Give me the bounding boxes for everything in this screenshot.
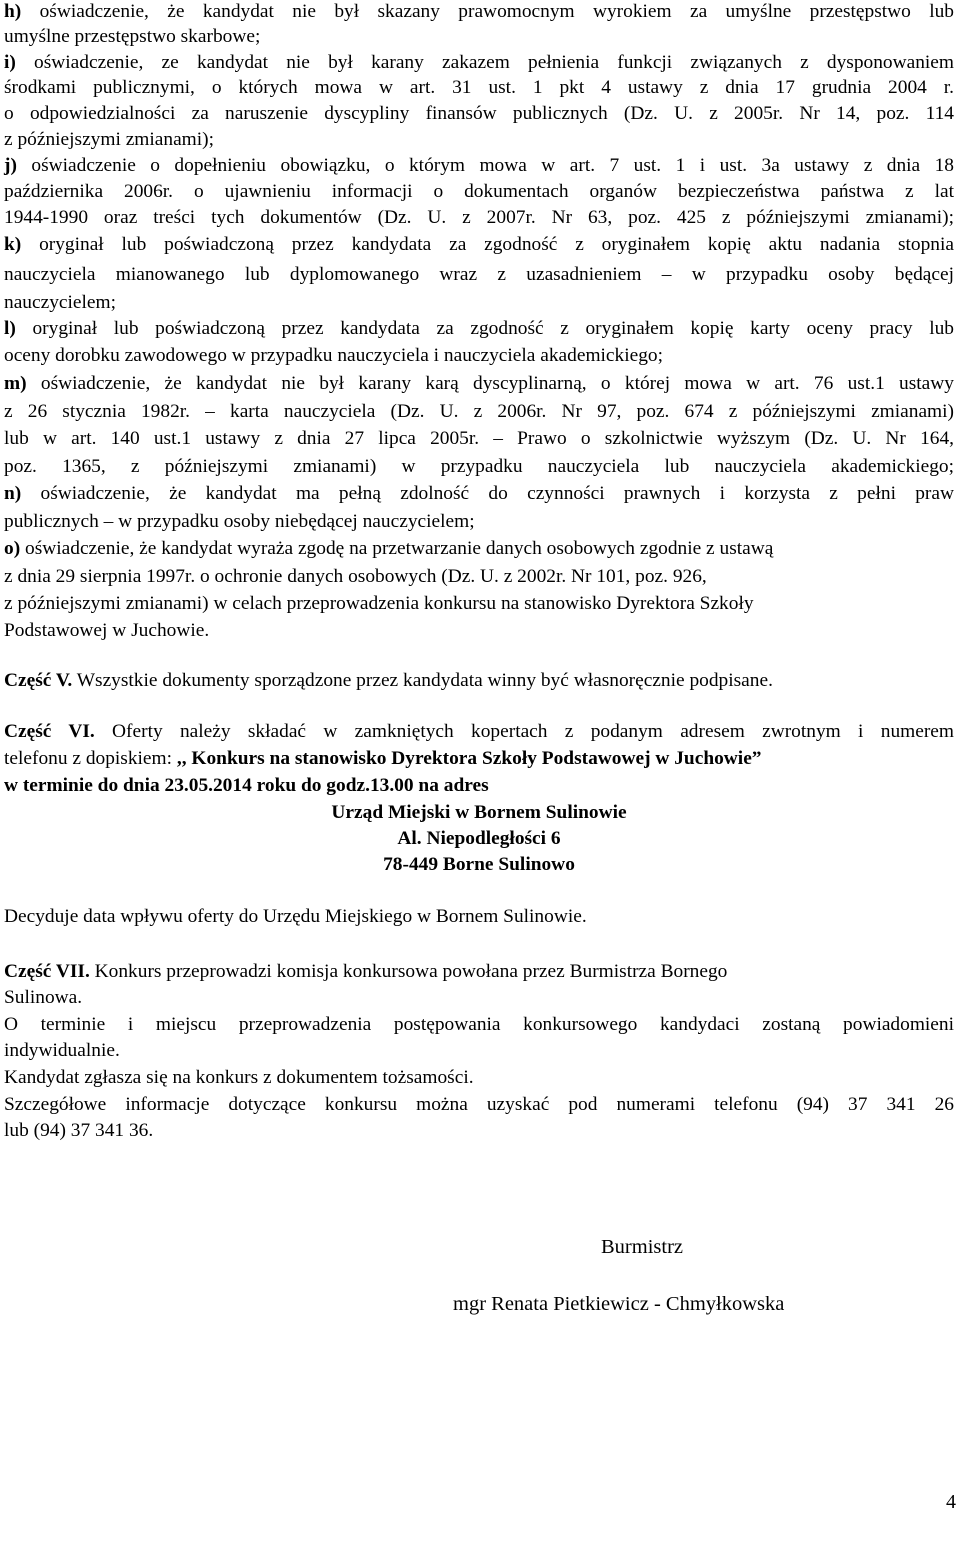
item-i-line-3: o odpowiedzialności za naruszenie dyscypliny finansów publicznych (Dz. U. z 2005r. Nr 14, poz. 114 bbox=[4, 103, 954, 124]
part-6-contest-title: ,, Konkurs na stanowisko Dyrektora Szkoły Podstawowej w Juchowie” bbox=[176, 748, 762, 769]
item-k-label: k) bbox=[4, 234, 22, 255]
item-l-line-2: oceny dorobku zawodowego w przypadku nauczyciela i nauczyciela akademickiego; bbox=[4, 345, 663, 366]
signature-title: Burmistrz bbox=[601, 1236, 683, 1258]
item-l-label: l) bbox=[4, 318, 16, 339]
part-6-text-2: telefonu z dopiskiem: bbox=[4, 748, 177, 769]
item-o-text-1: oświadczenie, że kandydat wyraża zgodę na przetwarzanie danych osobowych zgodnie z ustawą bbox=[20, 538, 774, 559]
item-o-line-3: z późniejszymi zmianami) w celach przeprowadzenia konkursu na stanowisko Dyrektora Szkoły bbox=[4, 593, 754, 614]
item-j-line-1 bbox=[4, 154, 954, 178]
part-7-line-2: Sulinowa. bbox=[4, 987, 83, 1008]
item-j-line-2: października 2006r. o ujawnieniu informacji o dokumentach organów bezpieczeństwa państwa z lat bbox=[4, 181, 954, 202]
item-j-text-1: oświadczenie o dopełnieniu obowiązku, o którym mowa w art. 7 ust. 1 i ust. 3a ustawy z dnia 18 bbox=[16, 155, 954, 176]
part-7-text-1: Konkurs przeprowadzi komisja konkursowa powołana przez Burmistrza Bornego bbox=[89, 961, 728, 982]
item-m-line-4: poz. 1365, z późniejszymi zmianami) w przypadku nauczyciela lub nauczyciela akademickiego; bbox=[4, 456, 954, 477]
item-m-text-1: oświadczenie, że kandydat nie był karany karą dyscyplinarną, o której mowa w art. 76 ust.1 ustawy bbox=[26, 373, 954, 394]
part-7-line-3: O terminie i miejscu przeprowadzenia postępowania konkursowego kandydaci zostaną powiadomieni bbox=[4, 1014, 954, 1035]
item-i-line-4: z późniejszymi zmianami); bbox=[4, 129, 214, 150]
item-m-line-3: lub w art. 140 ust.1 ustawy z dnia 27 lipca 2005r. – Prawo o szkolnictwie wyższym (Dz. U. Nr 164, bbox=[4, 428, 954, 449]
item-k-line-2: nauczyciela mianowanego lub dyplomowanego wraz z uzasadnieniem – w przypadku osoby będącej bbox=[4, 264, 954, 285]
part-6-note: Decyduje data wpływu oferty do Urzędu Miejskiego w Bornem Sulinowie. bbox=[4, 906, 587, 927]
item-i-text-1: oświadczenie, ze kandydat nie był karany zakazem pełnienia funkcji związanych z dysponowaniem bbox=[15, 52, 954, 73]
item-j-label: j) bbox=[4, 155, 17, 176]
item-i-line-2: środkami publicznymi, o których mowa w art. 31 ust. 1 pkt 4 ustawy z dnia 17 grudnia 2004 r. bbox=[4, 77, 954, 98]
item-o-label: o) bbox=[4, 538, 21, 559]
part-7-heading: Część VII. bbox=[4, 961, 90, 982]
part-6-line-2 bbox=[4, 747, 762, 771]
address-office: Urząd Miejski w Bornem Sulinowie bbox=[331, 802, 627, 823]
item-h-text-1: oświadczenie, że kandydat nie był skazany prawomocnym wyrokiem za umyślne przestępstwo lub bbox=[21, 1, 954, 22]
item-o-line-2: z dnia 29 sierpnia 1997r. o ochronie danych osobowych (Dz. U. z 2002r. Nr 101, poz. 926, bbox=[4, 566, 707, 587]
item-n-line-1 bbox=[4, 482, 954, 506]
item-m-line-1 bbox=[4, 372, 954, 396]
part-5-paragraph bbox=[4, 669, 773, 693]
item-i-label: i) bbox=[4, 52, 16, 73]
item-m-line-2: z 26 stycznia 1982r. – karta nauczyciela (Dz. U. z 2006r. Nr 97, poz. 674 z późniejszymi zmianami) bbox=[4, 401, 954, 422]
item-k-line-1 bbox=[4, 233, 954, 257]
part-7-line-1 bbox=[4, 960, 727, 984]
page-number: 4 bbox=[946, 1491, 956, 1513]
part-6-heading: Część VI. bbox=[4, 721, 95, 742]
item-n-line-2: publicznych – w przypadku osoby niebędącej nauczycielem; bbox=[4, 511, 475, 532]
item-h-line-1 bbox=[4, 0, 954, 24]
part-6-line-1 bbox=[4, 720, 954, 744]
item-i-line-1 bbox=[4, 51, 954, 75]
item-o-line-4: Podstawowej w Juchowie. bbox=[4, 620, 210, 641]
part-7-line-6: Szczegółowe informacje dotyczące konkursu można uzyskać pod numerami telefonu (94) 37 341 26 bbox=[4, 1094, 954, 1115]
item-o-line-1 bbox=[4, 537, 773, 561]
address-city: 78-449 Borne Sulinowo bbox=[383, 854, 575, 875]
part-5-text: Wszystkie dokumenty sporządzone przez kandydata winny być własnoręcznie podpisane. bbox=[72, 670, 773, 691]
address-street: Al. Niepodległości 6 bbox=[397, 828, 561, 849]
item-h-label: h) bbox=[4, 1, 22, 22]
item-n-text-1: oświadczenie, że kandydat ma pełną zdolność do czynności prawnych i korzysta z pełni praw bbox=[21, 483, 954, 504]
part-6-text-1: Oferty należy składać w zamkniętych kopertach z podanym adresem zwrotnym i numerem bbox=[94, 721, 954, 742]
part-7-line-4: indywidualnie. bbox=[4, 1040, 120, 1061]
item-k-text-1: oryginał lub poświadczoną przez kandydata za zgodność z oryginałem kopię aktu nadania stopnia bbox=[21, 234, 954, 255]
item-n-label: n) bbox=[4, 483, 22, 504]
item-k-line-3: nauczycielem; bbox=[4, 292, 116, 313]
item-h-line-2: umyślne przestępstwo skarbowe; bbox=[4, 26, 261, 47]
part-7-line-7: lub (94) 37 341 36. bbox=[4, 1120, 154, 1141]
signature-name: mgr Renata Pietkiewicz - Chmyłkowska bbox=[453, 1293, 785, 1315]
item-m-label: m) bbox=[4, 373, 27, 394]
item-j-line-3: 1944-1990 oraz treści tych dokumentów (Dz. U. z 2007r. Nr 63, poz. 425 z późniejszymi zmianami); bbox=[4, 207, 954, 228]
part-6-deadline bbox=[4, 774, 489, 798]
item-l-text-1: oryginał lub poświadczoną przez kandydata za zgodność z oryginałem kopię karty oceny pracy lub bbox=[15, 318, 954, 339]
part-5-heading: Część V. bbox=[4, 670, 73, 691]
item-l-line-1 bbox=[4, 317, 954, 341]
part-6-deadline-text: w terminie do dnia 23.05.2014 roku do godz.13.00 na adres bbox=[4, 775, 489, 796]
part-7-line-5: Kandydat zgłasza się na konkurs z dokumentem tożsamości. bbox=[4, 1067, 474, 1088]
